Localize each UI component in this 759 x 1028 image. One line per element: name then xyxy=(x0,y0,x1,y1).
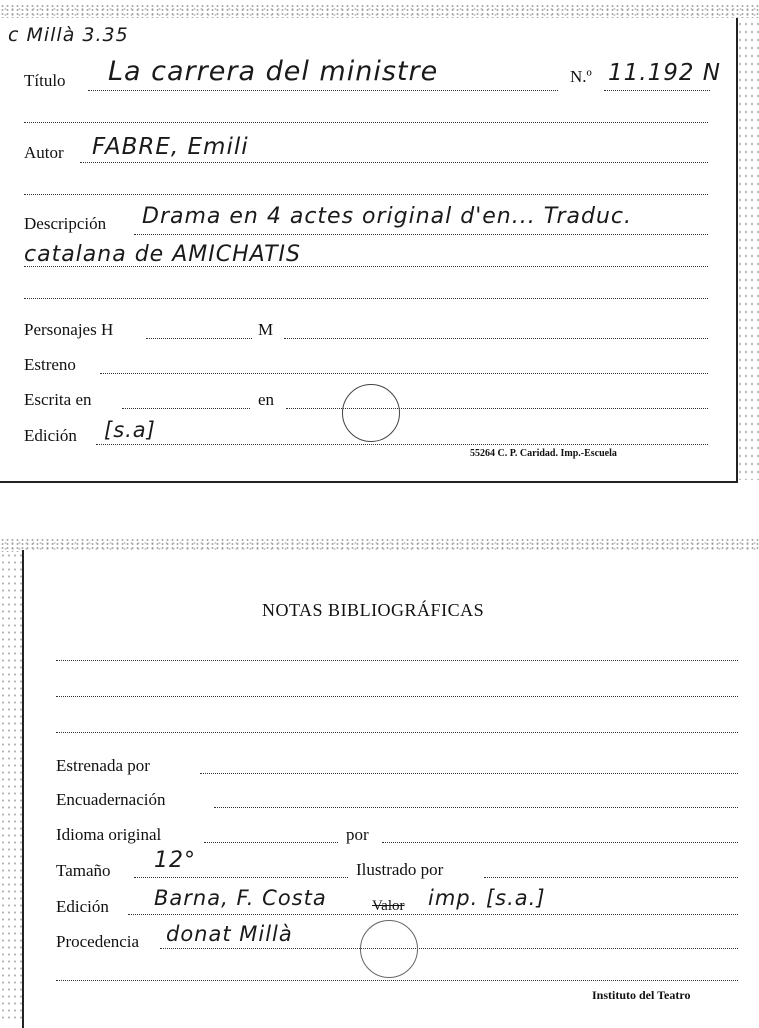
scan-noise-top xyxy=(0,4,759,18)
autor-label: Autor xyxy=(24,143,64,162)
descripcion-line-1 xyxy=(134,234,708,235)
catalog-card-back xyxy=(22,550,759,1028)
descripcion-line-3 xyxy=(24,298,708,299)
notas-line-2 xyxy=(56,696,738,697)
edicion-label-bottom: Edición xyxy=(56,897,109,916)
numero-line xyxy=(604,90,710,91)
ilustrado-label: Ilustrado por xyxy=(356,860,444,879)
estrenada-line xyxy=(200,773,738,774)
idioma-line xyxy=(204,842,338,843)
escrita-label: Escrita en xyxy=(24,390,92,409)
edicion-value-bottom: Barna, F. Costa xyxy=(154,886,327,910)
titulo-value: La carrera del ministre xyxy=(108,56,439,87)
personajes-m-line xyxy=(284,338,708,339)
notas-line-3 xyxy=(56,732,738,733)
printer-imprint: 55264 C. P. Caridad. Imp.-Escuela xyxy=(470,448,617,459)
edicion-value: [s.a] xyxy=(104,418,156,442)
personajes-m-label: M xyxy=(258,320,274,339)
encuadernacion-label: Encuadernación xyxy=(56,790,166,809)
footer-institution: Instituto del Teatro xyxy=(592,988,691,1002)
idioma-label: Idioma original xyxy=(56,825,162,844)
notas-line-1 xyxy=(56,660,738,661)
procedencia-value: donat Millà xyxy=(166,922,293,946)
descripcion-label: Descripción xyxy=(24,214,107,233)
estrenada-label: Estrenada por xyxy=(56,756,150,775)
personajes-h-line xyxy=(146,338,252,339)
tamano-label: Tamaño xyxy=(56,861,111,880)
descripcion-value-line2: catalana de AMICHATIS xyxy=(24,242,301,267)
estreno-line xyxy=(100,373,708,374)
estreno-label: Estreno xyxy=(24,355,76,374)
titulo-line xyxy=(88,90,558,91)
scan-noise-right-top xyxy=(737,20,759,480)
edicion-label: Edición xyxy=(24,426,77,445)
titulo-line-2 xyxy=(24,122,708,123)
descripcion-value-line1: Drama en 4 actes original d'en... Traduc. xyxy=(142,204,632,229)
tamano-line xyxy=(134,877,348,878)
valor-label: Valor xyxy=(372,898,405,914)
punch-hole-top xyxy=(342,384,400,442)
numero-label: N.º xyxy=(570,67,592,86)
encuadernacion-line xyxy=(214,807,738,808)
edicion-value-2: imp. [s.a.] xyxy=(428,886,546,910)
idioma-por-label: por xyxy=(346,825,369,844)
escrita-line xyxy=(122,408,250,409)
tamano-value: 12° xyxy=(154,848,196,873)
autor-value: FABRE, Emili xyxy=(92,134,249,160)
punch-hole-bottom xyxy=(360,920,418,978)
edicion-line xyxy=(96,444,708,445)
catalog-card-front xyxy=(0,18,738,483)
autor-line xyxy=(80,162,708,163)
idioma-por-line xyxy=(382,842,738,843)
titulo-label: Título xyxy=(24,71,66,90)
procedencia-line xyxy=(160,948,738,949)
escrita-en-label: en xyxy=(258,390,275,409)
numero-value: 11.192 N xyxy=(608,60,721,86)
procedencia-label: Procedencia xyxy=(56,932,140,951)
ilustrado-line xyxy=(484,877,738,878)
edicion-line-bottom xyxy=(128,914,738,915)
scan-noise-left-bottom xyxy=(0,552,22,1022)
notas-heading: NOTAS BIBLIOGRÁFICAS xyxy=(262,600,485,620)
procedencia-line-2 xyxy=(56,980,738,981)
autor-line-2 xyxy=(24,194,708,195)
call-number: c Millà 3.35 xyxy=(8,24,129,46)
personajes-label: Personajes H xyxy=(24,320,114,339)
